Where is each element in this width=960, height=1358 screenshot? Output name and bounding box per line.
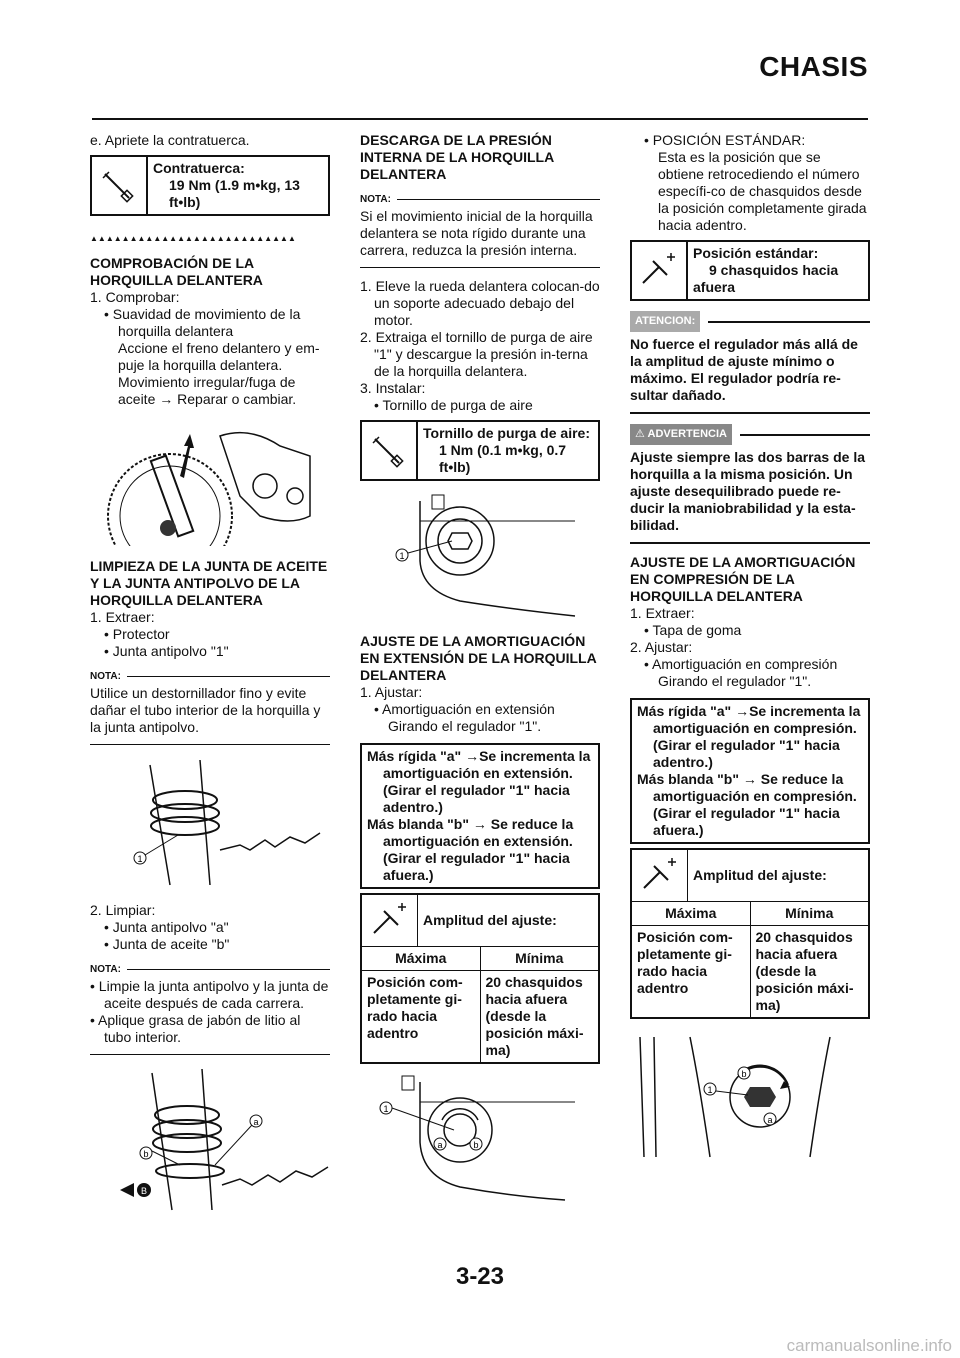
rebound-info-box: Más rígida "a" →Se incrementa la amortiguación en extensión. (Girar el regulador "1" hacia adentro.) Más blanda "b" → Se reduce la amortiguación en extensión. (Girar el regulador "1" hacia afuera.) (360, 743, 600, 889)
section-heading-compression: AJUSTE DE LA AMORTIGUACIÓN EN COMPRESIÓN DE LA HORQUILLA DELANTERA (630, 554, 856, 604)
compression-info-box: Más rígida "a" →Se incrementa la amortiguación en compresión. (Girar el regulador "1" hacia adentro.) Más blanda "b" → Se reduce la amortiguación en compresión. (Girar el regulador "1" hacia afuera.) (630, 698, 870, 844)
header-rule (92, 118, 868, 120)
spec-value: 9 chasquidos hacia (709, 262, 839, 278)
range-min-value: 20 chasquidos hacia afuera (desde la posición máxi-ma) (485, 974, 584, 1058)
note-screwdriver: Utilice un destornillador fino y evite dañar el tubo interior de la horquilla y la junta antipolvo. (90, 685, 321, 735)
range-max-value: Posición com-pletamente gi-rado hacia adentro (632, 926, 751, 1017)
range-min-value: 20 chasquidos hacia afuera (desde la posición máxi-ma) (755, 929, 854, 1013)
range-label: Amplitud del ajuste: (423, 912, 557, 928)
note-label: NOTA: (90, 961, 330, 978)
spec-title: Tornillo de purga de aire: (423, 425, 590, 441)
bullet-protector: • Protector (104, 626, 170, 642)
compression-range-table (630, 848, 870, 1019)
note-stiff-initial: Si el movimiento inicial de la horquilla delantera se nota rígido durante una carrera, reduzca la presión interna. (360, 208, 593, 258)
note-end-rule (360, 267, 600, 268)
bullet-dust-seal-a: • Junta antipolvo "a" (104, 919, 229, 935)
callout-b: b (741, 1069, 747, 1079)
torque-wrench-icon (362, 422, 418, 479)
column-3 (630, 132, 870, 1174)
figure-bleed-screw (360, 491, 600, 625)
callout-a: a (767, 1115, 773, 1125)
note-lithium-grease: • Aplique grasa de jabón de litio al tubo interior. (90, 1012, 301, 1045)
warning-icon: ⚠ (635, 428, 648, 440)
bullet-compression: • Amortiguación en compresión (644, 656, 838, 672)
range-min-header: Mínima (785, 905, 834, 921)
bullet-rubber-cap: • Tapa de goma (644, 622, 742, 638)
adjust-tool-icon (362, 895, 418, 946)
spec-title: Contratuerca: (153, 160, 245, 176)
spec-value-tail: afuera (693, 279, 736, 295)
section-heading-clean-seals: LIMPIEZA DE LA JUNTA DE ACEITE Y LA JUNTA ANTIPOLVO DE LA HORQUILLA DELANTERA (90, 558, 328, 608)
rebound-range-table (360, 893, 600, 1064)
step-adjust: 1. Ajustar: (360, 684, 423, 700)
column-2 (360, 132, 600, 1219)
text-turn-adjuster: Girando el regulador "1". (388, 718, 542, 734)
attention-end-rule (630, 412, 870, 414)
callout-1: 1 (707, 1085, 713, 1095)
spec-box-locknut (90, 155, 330, 216)
range-max-value: Posición com-pletamente gi-rado hacia adentro (362, 971, 481, 1062)
callout-a: a (253, 1117, 259, 1127)
callout-a: a (437, 1140, 443, 1150)
attention-text: No fuerce el regulador más allá de la amplitud de ajuste mínimo o máximo. El regulador podría re-sultar dañado. (630, 336, 858, 403)
figure-rebound-adjuster (360, 1072, 600, 1211)
text-turn-adjuster: Girando el regulador "1". (658, 673, 812, 689)
text-standard-definition: Esta es la posición que se obtiene retrocediendo el número específi-co de chasquidos desde la posición completamente girada hacia adentro. (658, 149, 867, 233)
bullet-dust-seal: • Junta antipolvo "1" (104, 643, 229, 659)
note-label: NOTA: (360, 191, 600, 208)
column-1 (90, 132, 330, 1227)
callout-1: 1 (399, 551, 405, 561)
callout-1: 1 (383, 1104, 389, 1114)
step-clean: 2. Limpiar: (90, 902, 156, 918)
step-remove-bleed-screw: 2. Extraiga el tornillo de purga de aire "1" y descargue la presión in-terna de la horquilla delantera. (360, 329, 593, 379)
adjust-tool-icon (632, 242, 688, 299)
range-label: Amplitud del ajuste: (693, 867, 827, 883)
callout-b: b (143, 1149, 149, 1159)
page-title: CHASIS (759, 51, 868, 82)
spec-value: 19 Nm (1.9 m•kg, 13 ft•lb) (169, 177, 300, 210)
adjust-tool-icon (632, 850, 688, 901)
section-heading-release-pressure: DESCARGA DE LA PRESIÓN INTERNA DE LA HORQUILLA DELANTERA (360, 132, 554, 182)
note-end-rule (90, 1054, 330, 1055)
spec-value: 1 Nm (0.1 m•kg, 0.7 ft•lb) (439, 442, 567, 475)
page-number: 3-23 (455, 1263, 505, 1290)
callout-grease-B: B (140, 1186, 148, 1196)
bullet-standard-position: • POSICIÓN ESTÁNDAR: (644, 132, 806, 148)
figure-seals-ab (90, 1065, 330, 1219)
step-check: 1. Comprobar: (90, 289, 180, 305)
step-e: e. Apriete la contratuerca. (90, 132, 250, 148)
spec-title: Posición estándar: (693, 245, 819, 261)
step-raise-wheel: 1. Eleve la rueda delantera colocan-do un soporte adecuado debajo del motor. (360, 278, 600, 328)
range-max-header: Máxima (632, 902, 751, 925)
warning-end-rule (630, 542, 870, 544)
bullet-smoothness: • Suavidad de movimiento de la horquilla delantera (104, 306, 301, 339)
note-clean-seals: • Limpie la junta antipolvo y la junta de aceite después de cada carrera. (90, 978, 329, 1011)
note-end-rule (90, 744, 330, 745)
callout-1: 1 (137, 854, 143, 864)
torque-wrench-icon (92, 157, 148, 214)
watermark: carmanualsonline.info (786, 1336, 952, 1355)
step-remove: 1. Extraer: (90, 609, 155, 625)
text-operate-brake: Accione el freno delantero y em-puje la horquilla delantera. (118, 340, 320, 373)
step-install: 3. Instalar: (360, 380, 426, 396)
figure-dust-seal (90, 755, 330, 894)
bullet-oil-seal-b: • Junta de aceite "b" (104, 936, 230, 952)
range-max-header: Máxima (362, 947, 481, 970)
section-heading-rebound: AJUSTE DE LA AMORTIGUACIÓN EN EXTENSIÓN DE LA HORQUILLA DELANTERA (360, 633, 597, 683)
text-repair: Movimiento irregular/fuga de aceite → Reparar o cambiar. (118, 374, 297, 407)
range-min-header: Mínima (515, 950, 564, 966)
section-heading-check: COMPROBACIÓN DE LA HORQUILLA DELANTERA (90, 255, 263, 288)
callout-b: b (473, 1140, 479, 1150)
warning-text: Ajuste siempre las dos barras de la horquilla a la misma posición. Un ajuste desequilibrado puede re-ducir la maniobrabilidad y la esta-bilidad. (630, 449, 865, 533)
figure-fork-wheel (90, 416, 330, 550)
attention-label: ATENCION: (630, 311, 870, 332)
bullet-rebound: • Amortiguación en extensión (374, 701, 555, 717)
step-remove: 1. Extraer: (630, 605, 695, 621)
figure-compression-adjuster (630, 1027, 870, 1166)
warning-label: ⚠ ADVERTENCIA (630, 424, 870, 445)
note-label: NOTA: (90, 668, 330, 685)
step-adjust: 2. Ajustar: (630, 639, 693, 655)
bullet-bleed-screw: • Tornillo de purga de aire (374, 397, 533, 413)
spec-box-bleed-screw (360, 420, 600, 481)
triangle-divider: ▲▲▲▲▲▲▲▲▲▲▲▲▲▲▲▲▲▲▲▲▲▲▲▲▲▲ (90, 234, 296, 243)
spec-box-standard (630, 240, 870, 301)
